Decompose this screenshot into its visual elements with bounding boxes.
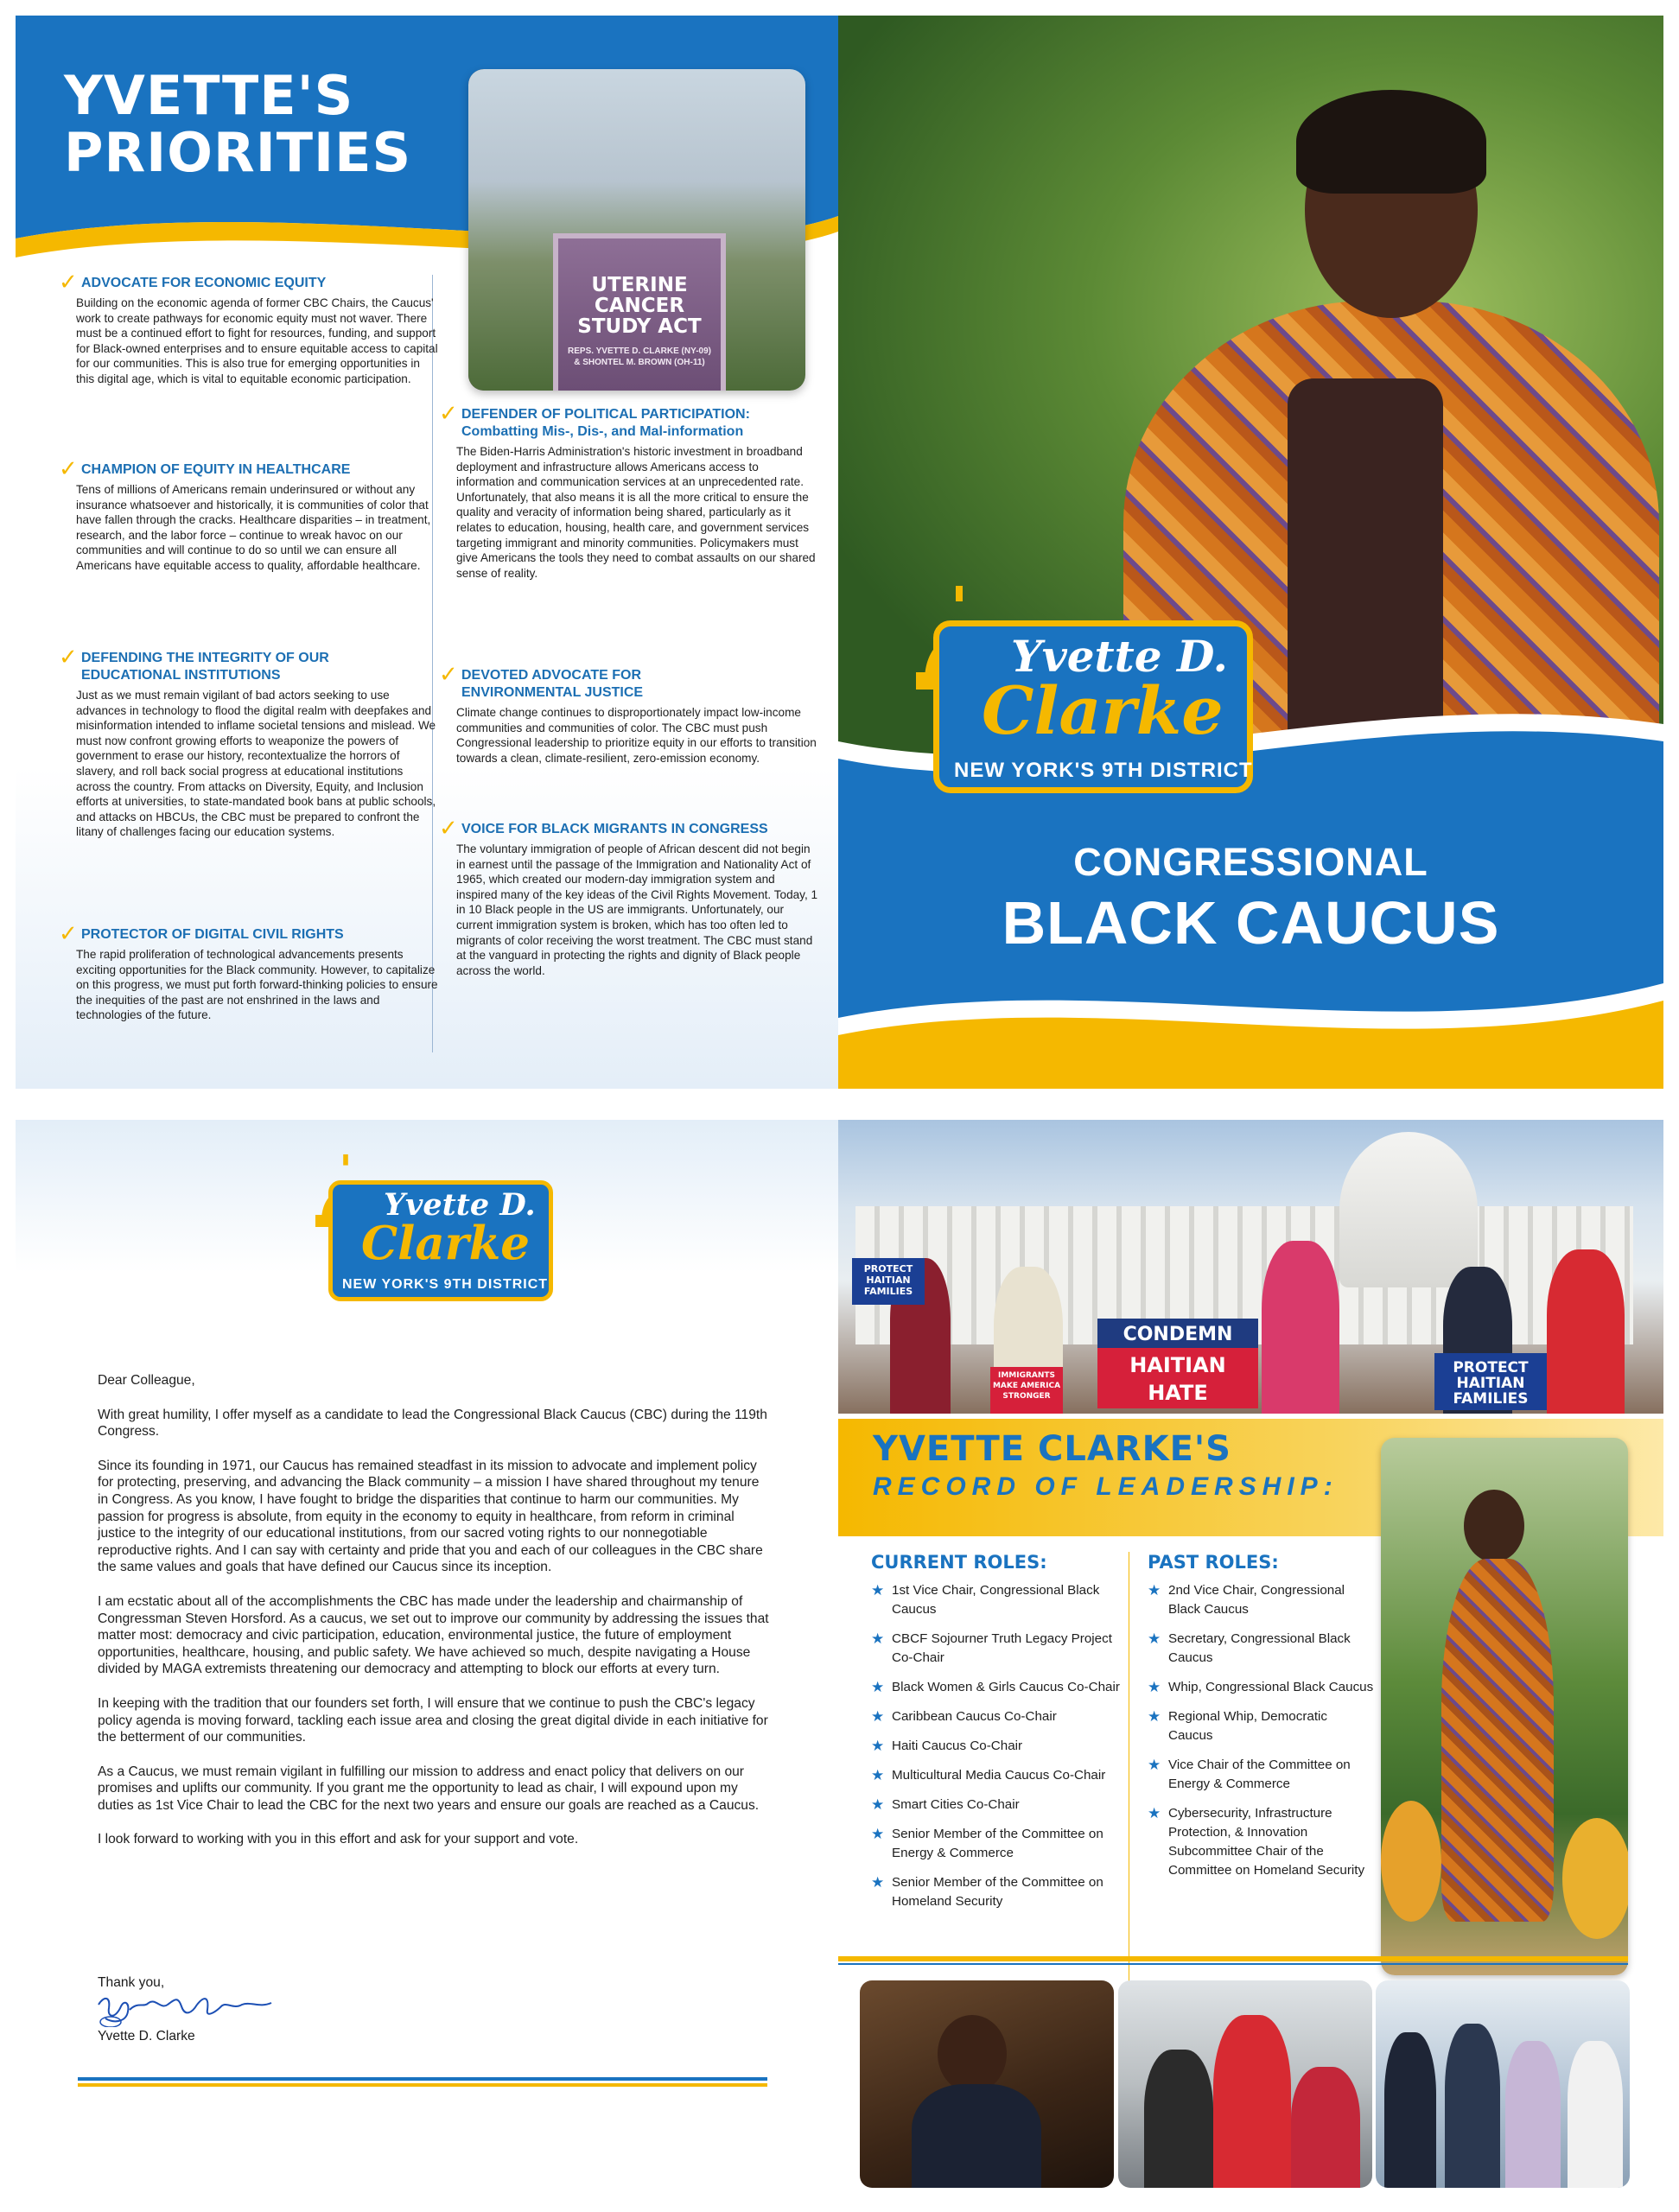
priority-item (439, 400, 819, 581)
star-icon: ★ (871, 1630, 885, 1647)
current-roles-list (871, 1581, 1130, 1911)
protest-sign: PROTECT HAITIAN FAMILIES (852, 1258, 925, 1305)
priority-heading: PROTECTOR OF DIGITAL CIVIL RIGHTS (81, 927, 344, 942)
handwritten-signature (95, 1993, 277, 2027)
podium-sign-sub-2: & SHONTEL M. BROWN (OH-11) (574, 358, 705, 367)
star-icon: ★ (871, 1708, 885, 1725)
cover-title-line1: CONGRESSIONAL (1073, 840, 1428, 884)
role-text: CBCF Sojourner Truth Legacy Project Co-Chair (892, 1631, 1112, 1665)
star-icon: ★ (1148, 1582, 1161, 1599)
star-icon: ★ (1148, 1630, 1161, 1647)
checkmark-icon: ✓ (439, 661, 458, 687)
priority-heading: DEVOTED ADVOCATE FOR ENVIRONMENTAL JUSTICE (461, 668, 644, 700)
star-icon: ★ (871, 1767, 885, 1783)
campaign-logo-small (309, 1154, 560, 1327)
current-roles-heading: CURRENT ROLES: (871, 1552, 1047, 1573)
logo-first-name: Yvette D. (1011, 631, 1228, 682)
garden-portrait-photo (1381, 1438, 1628, 1975)
star-icon: ★ (871, 1796, 885, 1813)
priority-item (59, 455, 439, 574)
role-text: 1st Vice Chair, Congressional Black Caucus (892, 1583, 1100, 1617)
checkmark-icon: ✓ (439, 815, 458, 841)
logo-last-name: Clarke (361, 1217, 531, 1270)
star-icon: ★ (871, 1582, 885, 1599)
podium-sign-sub-1: REPS. YVETTE D. CLARKE (NY-09) (568, 346, 711, 356)
priority-item (59, 920, 439, 1023)
logo-first-name: Yvette D. (384, 1187, 536, 1223)
letter-salutation: Dear Colleague, (98, 1373, 195, 1388)
star-icon: ★ (1148, 1679, 1161, 1695)
role-text: Multicultural Media Caucus Co-Chair (892, 1768, 1106, 1783)
cover-panel (838, 16, 1663, 1089)
star-icon: ★ (871, 1874, 885, 1891)
role-text: Regional Whip, Democratic Caucus (1168, 1709, 1328, 1743)
list-item (871, 1766, 1130, 1785)
priority-heading: CHAMPION OF EQUITY IN HEALTHCARE (81, 462, 351, 477)
priority-body: Just as we must remain vigilant of bad actors seeking to use advances in technology to flood the digital realm with deepfakes and misinformation intended to inflame societal tensions and mislead. We must now confront growing efforts to weaponize the powers of government to erase our history, recontextualize the horrors of slavery, and roll back social progress at educational institutions across the country. From attacks on Diversity, Equity, and Inclusion efforts at universities, to state-mandated book bans at public schools, and attacks on HBCUs, the CBC must be prepared to confront the litany of challenges facing our education systems. (76, 689, 436, 839)
priority-item (59, 269, 439, 387)
role-text: Whip, Congressional Black Caucus (1168, 1680, 1374, 1694)
priority-subheading: Combatting Mis-, Dis-, and Mal-information (461, 424, 744, 439)
sign-main-mid: HAITIAN (1129, 1353, 1226, 1377)
letter-closing: Thank you, (98, 1975, 165, 1990)
letter-paragraph: With great humility, I offer myself as a candidate to lead the Congressional Black Caucus (CBC) during the 119th Congress. (98, 1407, 767, 1440)
priorities-title-line2: PRIORITIES (64, 121, 412, 184)
role-text: Smart Cities Co-Chair (892, 1797, 1020, 1812)
star-icon: ★ (1148, 1805, 1161, 1821)
sign-main-bottom: HATE (1148, 1381, 1208, 1405)
star-icon: ★ (1148, 1757, 1161, 1773)
sign-main-top: CONDEMN (1123, 1324, 1233, 1345)
role-text: Caribbean Caucus Co-Chair (892, 1709, 1057, 1724)
protest-sign: IMMIGRANTS MAKE AMERICA STRONGER (990, 1367, 1063, 1414)
priority-body: The Biden-Harris Administration's historic investment in broadband deployment and infrastructure allows Americans access to information and communication services at an unprecedented rate. Unfortunately, that also means it is all the more critical to ensure the quality and veracity of information being shared, particularly as it relates to education, housing, health care, and government services targeting immigrant and minority communities. Policymakers must give Americans the tools they need to combat assaults on our shared sense of reality. (456, 445, 816, 580)
role-text: Secretary, Congressional Black Caucus (1168, 1631, 1351, 1665)
letter-panel (16, 1120, 838, 2212)
list-item (871, 1630, 1130, 1668)
priority-item (59, 644, 439, 840)
checkmark-icon: ✓ (59, 920, 78, 946)
priority-heading: DEFENDER OF POLITICAL PARTICIPATION: (461, 407, 750, 422)
role-text: Senior Member of the Committee on Homeland Security (892, 1875, 1103, 1909)
podium-sign (553, 233, 726, 391)
current-roles (871, 1552, 1130, 1922)
role-text: Black Women & Girls Caucus Co-Chair (892, 1680, 1120, 1694)
priority-item (439, 661, 819, 766)
logo-last-name: Clarke (982, 672, 1224, 749)
priority-heading: DEFENDING THE INTEGRITY OF OUR EDUCATIONAL INSTITUTIONS (81, 651, 329, 683)
star-icon: ★ (871, 1826, 885, 1842)
past-roles-heading: PAST ROLES: (1148, 1552, 1279, 1573)
podium-sign-title: UTERINE CANCER STUDY ACT (577, 274, 702, 338)
list-item (1148, 1630, 1374, 1668)
list-item (871, 1825, 1130, 1863)
record-title-line1: YVETTE CLARKE'S (873, 1429, 1231, 1469)
role-text: Vice Chair of the Committee on Energy & Commerce (1168, 1758, 1351, 1791)
list-item (1148, 1707, 1374, 1745)
protest-sign-main (1097, 1319, 1258, 1408)
protest-sign: PROTECT HAITIAN FAMILIES (1434, 1353, 1547, 1410)
priority-body: Tens of millions of Americans remain underinsured or without any insurance whatsoever and historically, it is communities of color that have fallen through the cracks. Healthcare disparities – in treatment, research, and the labor force – continue to wreak havoc on our communities and will continue to do so until we can ensure all Americans have equitable access to quality, affordable healthcare. (76, 483, 431, 572)
cover-title-line2: BLACK CAUCUS (1002, 889, 1500, 957)
thumbnail-photo-community (1118, 1980, 1372, 2188)
checkmark-icon: ✓ (439, 400, 458, 426)
letter-paragraph: I am ecstatic about all of the accomplishments the CBC has made under the leadership and chairmanship of Congressman Steven Horsford. As a caucus, we set out to improve our community by addressing the issues that matter most: democracy and civic participation, education, environmental justice, the future of employment opportunities, healthcare, housing, and public safety. We have achieved so much, despite navigating a House divided by MAGA extremists threatening our democracy and attempting to block our efforts at every turn. (98, 1593, 769, 1677)
press-conference-photo (468, 69, 805, 391)
list-item (871, 1581, 1130, 1619)
letter-paragraph: In keeping with the tradition that our founders set forth, I will ensure that we continue to push the CBC's legacy policy agenda is moving forward, tackling each issue area and closing the great digital divide in each initiative for the betterment of our communities. (98, 1695, 768, 1745)
list-item (1148, 1678, 1374, 1697)
list-item (871, 1873, 1130, 1911)
list-item (1148, 1756, 1374, 1794)
priorities-panel (16, 16, 838, 1089)
logo-district: NEW YORK'S 9TH DISTRICT (954, 759, 1253, 782)
checkmark-icon: ✓ (59, 644, 78, 670)
letter-body (98, 1372, 772, 1866)
list-item (1148, 1804, 1374, 1880)
record-panel (838, 1120, 1663, 2212)
priority-heading: VOICE FOR BLACK MIGRANTS IN CONGRESS (461, 822, 768, 836)
priority-body: The voluntary immigration of people of African descent did not begin in earnest until the passage of the Immigration and Nationality Act of 1965, which created our modern-day immigration system and inspired many of the key ideas of the Civil Rights Movement. Today, 1 in 10 Black people in the US are immigrants. Unfortunately, our current immigration system is broken, which has too often led to migrants of color receiving the worst treatment. The CBC must stand at the vanguard in protecting the rights and dignity of Black people across the world. (456, 842, 818, 977)
footer-rule-yellow (78, 2083, 767, 2087)
role-text: Cybersecurity, Infrastructure Protection, & Innovation Subcommittee Chair of the Committee on Homeland Security (1168, 1806, 1365, 1878)
checkmark-icon: ✓ (59, 269, 78, 295)
star-icon: ★ (871, 1738, 885, 1754)
list-item (1148, 1581, 1374, 1619)
priority-body: Climate change continues to disproportionately impact low-income communities and communities of color. The CBC must push Congressional leadership to prioritize equity in our efforts to transition towards a clean, climate-resilient, zero-emission economy. (456, 706, 817, 765)
checkmark-icon: ✓ (59, 455, 78, 481)
section-rule-blue (838, 1963, 1628, 1965)
past-roles (1148, 1552, 1374, 1891)
priority-body: Building on the economic agenda of former CBC Chairs, the Caucus' work to create pathways for economic equity must not waver. There must be a continued effort to fight for resources, funding, and support for Black-owned enterprises and to ensure equitable access to capital for our communities. This is also true for emerging opportunities in this digital age, which is vital to equitable economic participation. (76, 296, 438, 385)
logo-district: NEW YORK'S 9TH DISTRICT (342, 1277, 549, 1292)
priority-heading: ADVOCATE FOR ECONOMIC EQUITY (81, 276, 327, 290)
campaign-logo (907, 586, 1262, 810)
past-roles-list (1148, 1581, 1374, 1880)
thumbnail-photo-chamber (860, 1980, 1114, 2188)
rally-photo (838, 1120, 1663, 1414)
thumbnail-photo-leaders (1376, 1980, 1630, 2188)
list-item (871, 1707, 1130, 1726)
letter-paragraph: As a Caucus, we must remain vigilant in fulfilling our mission to address and enact policy that delivers on our promises and uplifts our community. If you grant me the opportunity to lead as chair, I will expound upon my duties as 1st Vice Chair to lead the CBC for the next two years and ensure our goals are reached as a Caucus. (98, 1764, 760, 1813)
record-title-line2: RECORD OF LEADERSHIP: (873, 1472, 1339, 1501)
letter-paragraph: Since its founding in 1971, our Caucus has remained steadfast in its mission to advocate and implement policy for protecting, preserving, and advancing the Black community – a mission I have shared throughout my tenure in Congress. As you know, I have fought to bridge the disparities that continue to harm our communities. My passion for progress is absolute, from equity in the economy to equity in healthcare, from reform in criminal justice to the integrity of our educational institutions, from our sacred voting rights to our nonnegotiable reproductive rights. And I can say with certainty and pride that you and each of our colleagues in the CBC share the same values and goals that have defined our Caucus since its inception. (98, 1458, 763, 1575)
star-icon: ★ (871, 1679, 885, 1695)
list-item (871, 1678, 1130, 1697)
footer-rule-blue (78, 2077, 767, 2081)
priority-body: The rapid proliferation of technological advancements presents exciting opportunities for the Black community. However, to capitalize on this progress, we must put forth forward-thinking policies to ensure the inequities of the past are not enshrined in the laws and technologies of the future. (76, 948, 438, 1022)
priority-item (439, 815, 819, 978)
priorities-title (64, 64, 412, 184)
role-text: Haiti Caucus Co-Chair (892, 1738, 1023, 1753)
list-item (871, 1796, 1130, 1815)
star-icon: ★ (1148, 1708, 1161, 1725)
priorities-title-line1: YVETTE'S (64, 64, 354, 127)
letter-paragraph: I look forward to working with you in this effort and ask for your support and vote. (98, 1832, 579, 1847)
role-text: 2nd Vice Chair, Congressional Black Caucus (1168, 1583, 1345, 1617)
letter-signer: Yvette D. Clarke (98, 2029, 195, 2044)
list-item (871, 1737, 1130, 1756)
section-rule-yellow (838, 1956, 1628, 1961)
role-text: Senior Member of the Committee on Energy & Commerce (892, 1827, 1103, 1860)
